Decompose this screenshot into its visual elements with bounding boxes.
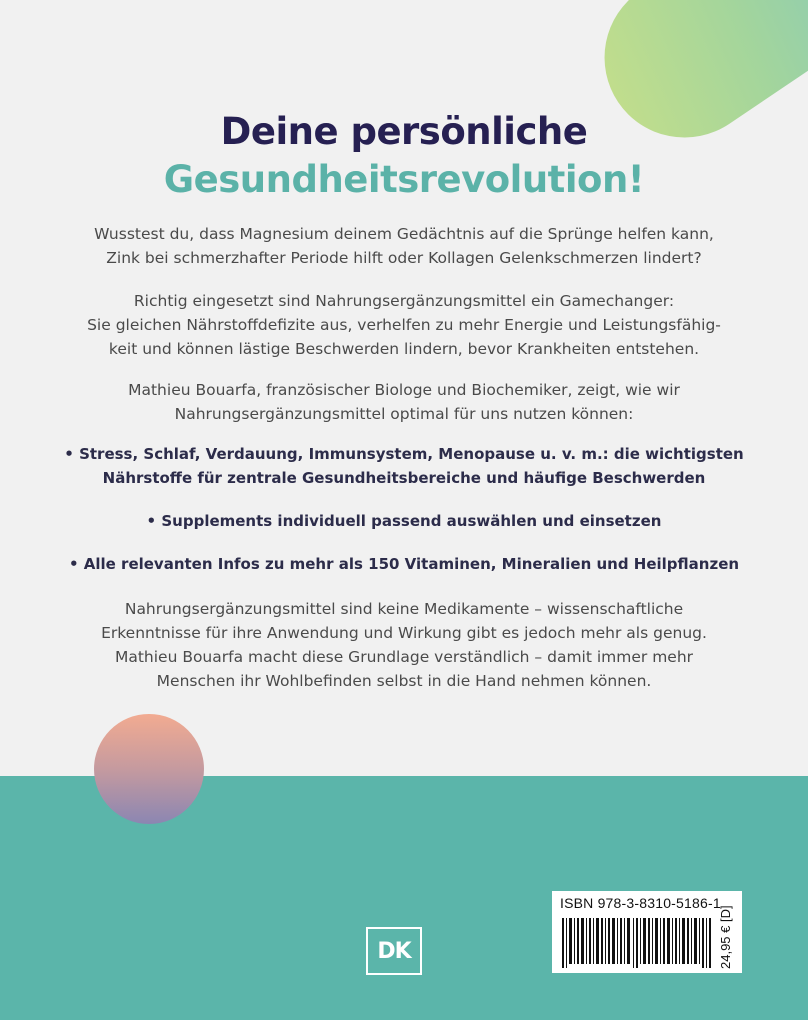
benefits-line: keit und können lästige Beschwerden lindern, bevor Krankheiten entstehen. (108, 340, 700, 358)
author-line: Nahrungsergänzungsmittel optimal für uns nutzen können: (174, 405, 634, 423)
closing-line: Menschen ihr Wohlbefinden selbst in die Hand nehmen können. (156, 672, 652, 690)
barcode-panel (552, 891, 742, 973)
closing-line: Mathieu Bouarfa macht diese Grundlage verständlich – damit immer mehr (114, 648, 694, 666)
dk-publisher-logo: DK (366, 927, 422, 975)
closing-paragraph (60, 597, 748, 693)
author-paragraph (60, 378, 748, 426)
headline-line-2: Gesundheitsrevolution! (163, 158, 645, 201)
bullet-item-1 (60, 442, 748, 490)
barcode-icon (562, 918, 712, 968)
bullet-line: Nährstoffe für zentrale Gesundheitsbereiche und häufige Beschwerden (102, 469, 706, 487)
bullet-line: • Supplements individuell passend auswählen und einsetzen (146, 512, 662, 530)
bullet-item-2 (60, 509, 748, 533)
intro-line: Wusstest du, dass Magnesium deinem Gedächtnis auf die Sprünge helfen kann, (94, 225, 714, 243)
headline (0, 108, 808, 204)
isbn-text: ISBN 978-3-8310-5186-1 (560, 895, 721, 911)
bullet-line: • Stress, Schlaf, Verdauung, Immunsystem, Menopause u. v. m.: die wichtigsten (64, 445, 744, 463)
headline-line-1: Deine persönliche (220, 110, 588, 153)
intro-paragraph (60, 222, 748, 270)
benefits-paragraph (60, 289, 748, 361)
decorative-gradient-circle (94, 714, 204, 824)
benefits-line: Richtig eingesetzt sind Nahrungsergänzungsmittel ein Gamechanger: (133, 292, 675, 310)
intro-line: Zink bei schmerzhafter Periode hilft oder Kollagen Gelenkschmerzen lindert? (106, 249, 702, 267)
closing-line: Nahrungsergänzungsmittel sind keine Medikamente – wissenschaftliche (124, 600, 684, 618)
benefits-line: Sie gleichen Nährstoffdefizite aus, verhelfen zu mehr Energie und Leistungsfähig- (87, 316, 721, 334)
author-line: Mathieu Bouarfa, französischer Biologe und Biochemiker, zeigt, wie wir (128, 381, 680, 399)
closing-line: Erkenntnisse für ihre Anwendung und Wirkung gibt es jedoch mehr als genug. (101, 624, 707, 642)
bullet-item-3 (60, 552, 748, 576)
price-label: 24,95 € [D] (718, 905, 733, 969)
bullet-line: • Alle relevanten Infos zu mehr als 150 Vitaminen, Mineralien und Heilpflanzen (68, 555, 740, 573)
